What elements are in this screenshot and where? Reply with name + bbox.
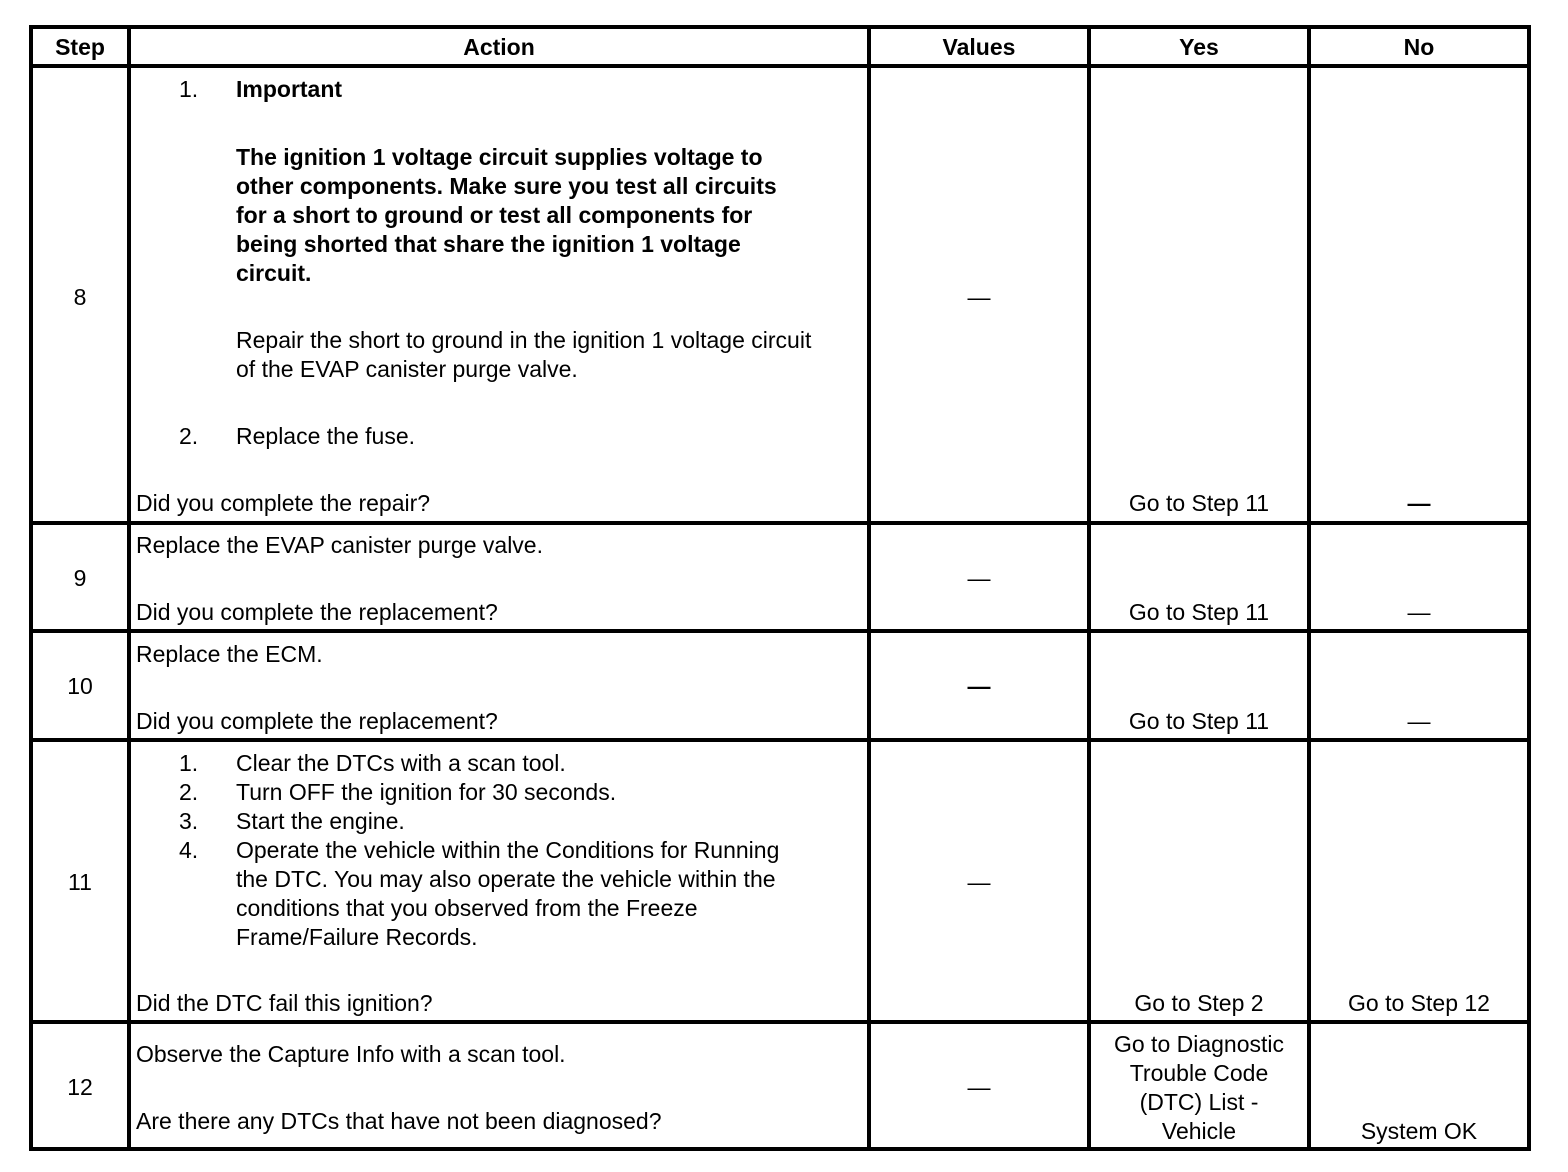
- yes-cell: Go to Step 11: [1128, 708, 1270, 734]
- row-divider: [29, 629, 1531, 633]
- list-item: Turn OFF the ignition for 30 seconds.: [236, 779, 617, 805]
- list-item: Clear the DTCs with a scan tool.: [236, 750, 566, 776]
- header-action: Action: [463, 34, 535, 60]
- question: Are there any DTCs that have not been diagnosed?: [136, 1108, 662, 1134]
- yes-cell: Go to Step 2: [1134, 990, 1264, 1016]
- list-item: Operate the vehicle within the Conditions for Running the DTC. You may also operate the vehicle within the conditions that you observed from the Freeze Frame/Failure Records.: [236, 837, 780, 950]
- yes-cell: Go to Diagnostic Trouble Code (DTC) List - Vehicle: [1113, 1031, 1285, 1144]
- diagnostic-table: [29, 25, 1531, 1151]
- action-text: Replace the ECM.: [136, 641, 323, 667]
- header-values: Values: [942, 34, 1016, 60]
- list-number: 1.: [179, 76, 199, 102]
- question: Did you complete the replacement?: [136, 708, 498, 734]
- header-no: No: [1403, 34, 1435, 60]
- row-divider: [29, 738, 1531, 742]
- values-cell: —: [967, 284, 991, 310]
- repair-instruction: Repair the short to ground in the ignition 1 voltage circuit of the EVAP canister purge valve.: [236, 327, 812, 382]
- list-number: 2.: [179, 779, 199, 805]
- action-text: Observe the Capture Info with a scan tool.: [136, 1041, 566, 1067]
- important-label: Important: [236, 76, 343, 102]
- values-cell: —: [967, 869, 991, 895]
- values-cell: —: [967, 565, 991, 591]
- no-cell: —: [1407, 708, 1431, 734]
- step-number: 10: [67, 673, 93, 699]
- header-divider: [29, 64, 1531, 68]
- list-number: 4.: [179, 837, 199, 863]
- action-text: Replace the EVAP canister purge valve.: [136, 532, 543, 558]
- row-divider: [29, 521, 1531, 525]
- values-cell: —: [967, 673, 991, 699]
- step-number: 11: [68, 869, 92, 895]
- no-cell: —: [1407, 490, 1431, 516]
- header-yes: Yes: [1179, 34, 1219, 60]
- table-border-right: [1527, 25, 1531, 1151]
- values-cell: —: [967, 1074, 991, 1100]
- step-number: 8: [73, 284, 87, 310]
- list-number: 3.: [179, 808, 199, 834]
- important-note: The ignition 1 voltage circuit supplies voltage to other components. Make sure you test all circuits for a short to ground or test all components for being shorted that share the ignition 1 voltage circuit.: [236, 144, 777, 286]
- column-divider: [127, 25, 131, 1151]
- list-number: 2.: [179, 423, 199, 449]
- yes-cell: Go to Step 11: [1128, 490, 1270, 516]
- column-divider: [1307, 25, 1311, 1151]
- table-border-bottom: [29, 1147, 1531, 1151]
- question: Did you complete the replacement?: [136, 599, 498, 625]
- list-item: Start the engine.: [236, 808, 405, 834]
- no-cell: Go to Step 12: [1348, 990, 1490, 1016]
- row-divider: [29, 1020, 1531, 1024]
- list-item: Replace the fuse.: [236, 423, 416, 449]
- header-step: Step: [55, 34, 105, 60]
- table-border-top: [29, 25, 1531, 29]
- yes-cell: Go to Step 11: [1128, 599, 1270, 625]
- step-number: 12: [67, 1074, 93, 1100]
- step-number: 9: [73, 565, 87, 591]
- question: Did you complete the repair?: [136, 490, 431, 516]
- list-number: 1.: [179, 750, 199, 776]
- no-cell: —: [1407, 599, 1431, 625]
- question: Did the DTC fail this ignition?: [136, 990, 433, 1016]
- column-divider: [1087, 25, 1091, 1151]
- no-cell: System OK: [1360, 1118, 1478, 1144]
